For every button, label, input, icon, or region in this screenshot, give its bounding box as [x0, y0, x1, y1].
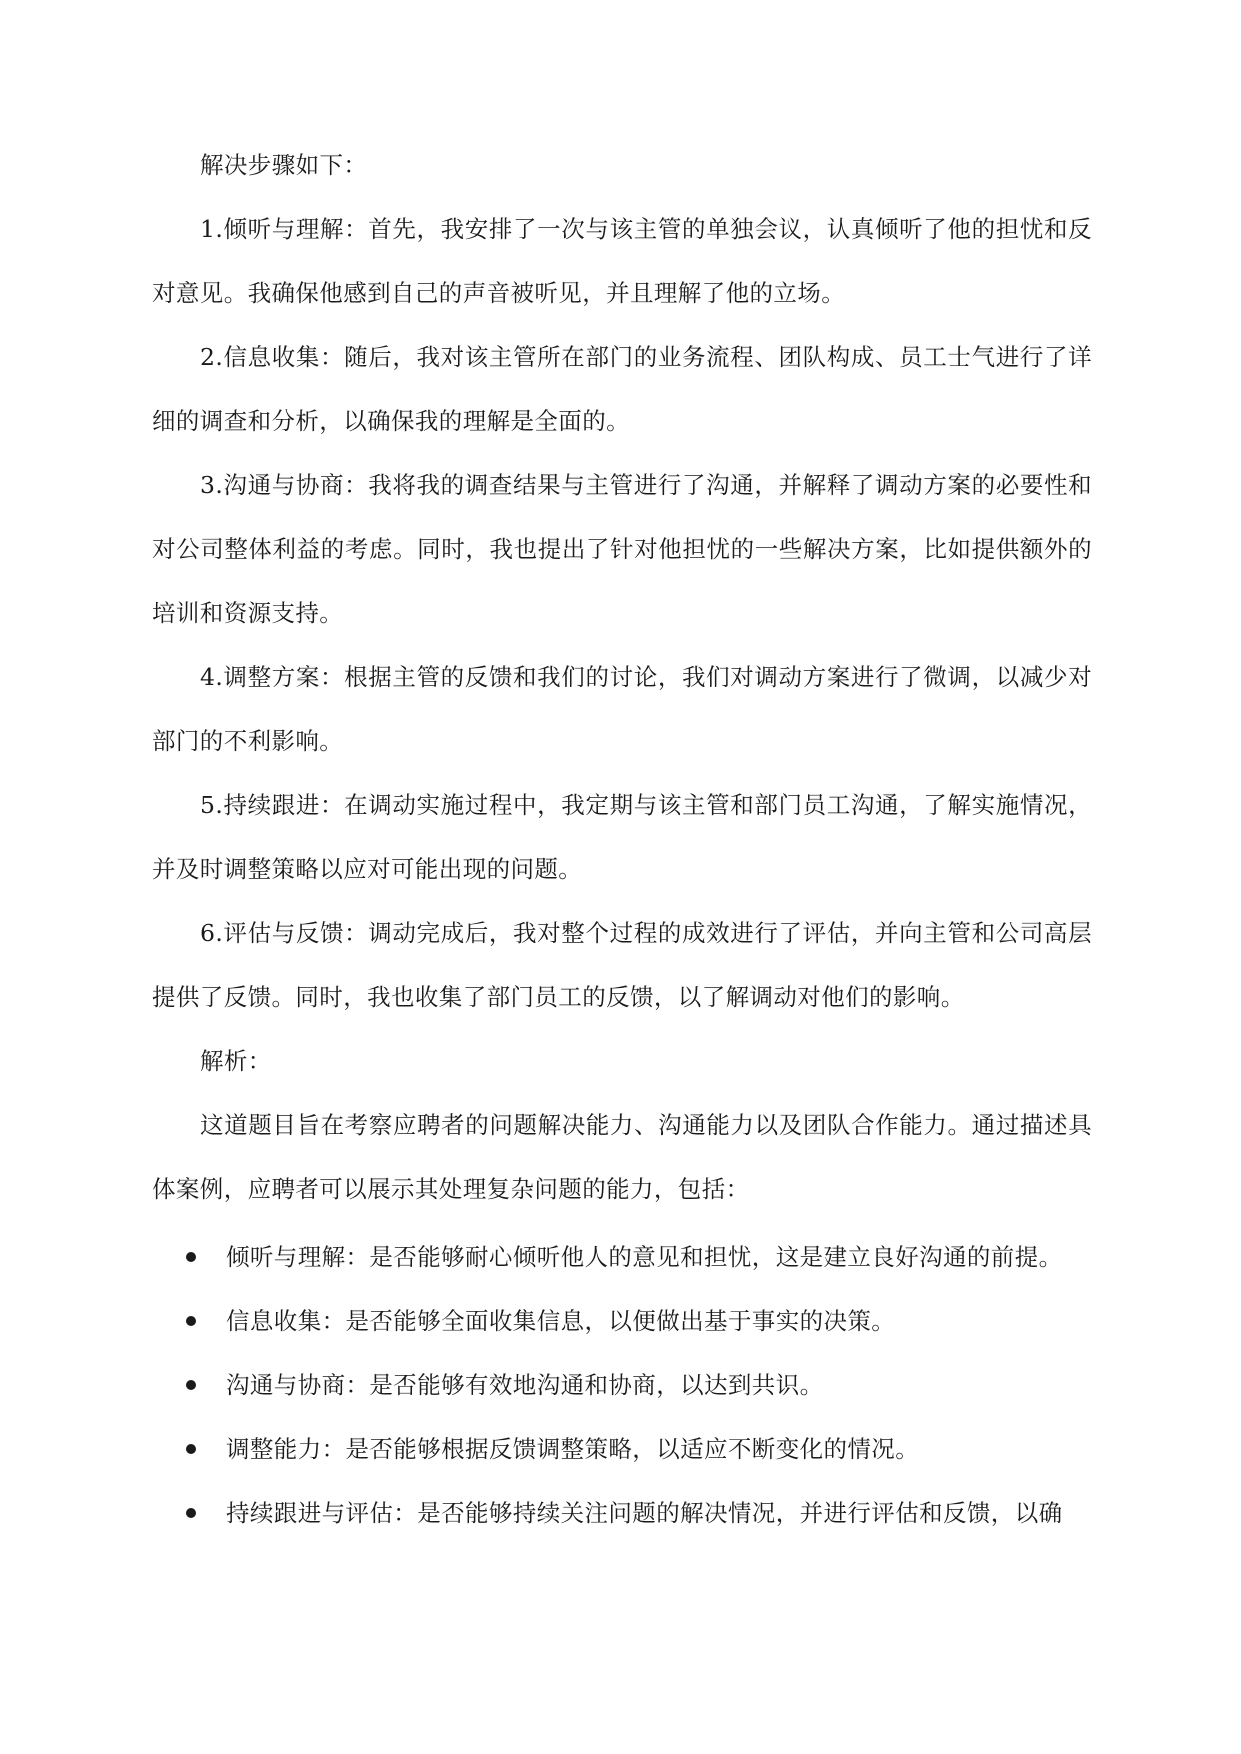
bullet-dot-icon — [186, 1316, 196, 1326]
bullet-dot-icon — [186, 1508, 196, 1518]
bullet-item-listening: 倾听与理解：是否能够耐心倾听他人的意见和担忧，这是建立良好沟通的前提。 — [226, 1243, 1063, 1271]
paragraph-step-2: 2.信息收集：随后，我对该主管所在部门的业务流程、团队构成、员工士气进行了详细的调查和分析，以确保我的理解是全面的。 — [152, 343, 1092, 435]
bullet-dot-icon — [186, 1380, 196, 1390]
paragraph-step-3: 3.沟通与协商：我将我的调查结果与主管进行了沟通，并解释了调动方案的必要性和对公司整体利益的考虑。同时，我也提出了针对他担忧的一些解决方案，比如提供额外的培训和资源支持。 — [152, 471, 1092, 627]
bullet-item-communication: 沟通与协商：是否能够有效地沟通和协商，以达到共识。 — [226, 1371, 824, 1399]
paragraph-step-5: 5.持续跟进：在调动实施过程中，我定期与该主管和部门员工沟通，了解实施情况，并及时调整策略以应对可能出现的问题。 — [152, 791, 1092, 883]
paragraph-steps-intro: 解决步骤如下： — [200, 151, 368, 179]
bullet-item-followup: 持续跟进与评估：是否能够持续关注问题的解决情况，并进行评估和反馈，以确 — [226, 1499, 1063, 1527]
paragraph-analysis-body: 这道题目旨在考察应聘者的问题解决能力、沟通能力以及团队合作能力。通过描述具体案例，应聘者可以展示其处理复杂问题的能力，包括： — [152, 1111, 1092, 1203]
paragraph-analysis-heading: 解析： — [200, 1047, 272, 1075]
paragraph-step-6: 6.评估与反馈：调动完成后，我对整个过程的成效进行了评估，并向主管和公司高层提供了反馈。同时，我也收集了部门员工的反馈，以了解调动对他们的影响。 — [152, 919, 1092, 1011]
paragraph-step-1: 1.倾听与理解：首先，我安排了一次与该主管的单独会议，认真倾听了他的担忧和反对意见。我确保他感到自己的声音被听见，并且理解了他的立场。 — [152, 215, 1092, 307]
bullet-item-adjustment: 调整能力：是否能够根据反馈调整策略，以适应不断变化的情况。 — [226, 1435, 920, 1463]
bullet-dot-icon — [186, 1444, 196, 1454]
bullet-dot-icon — [186, 1252, 196, 1262]
paragraph-step-4: 4.调整方案：根据主管的反馈和我们的讨论，我们对调动方案进行了微调，以减少对部门的不利影响。 — [152, 663, 1092, 755]
bullet-item-information: 信息收集：是否能够全面收集信息，以便做出基于事实的决策。 — [226, 1307, 896, 1335]
